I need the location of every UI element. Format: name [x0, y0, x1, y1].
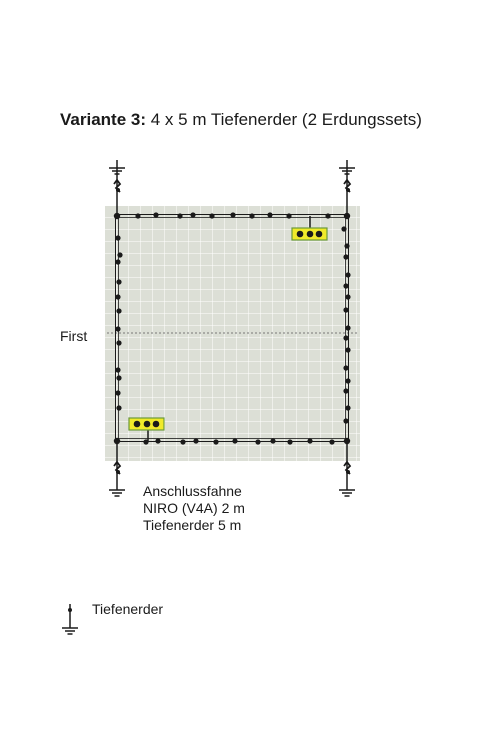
connection-label-line: NIRO (V4A) 2 m [143, 500, 245, 516]
legend-label: Tiefenerder [92, 601, 164, 617]
connection-label [143, 483, 245, 534]
ground-electrode-icon [62, 604, 78, 634]
title-text: 4 x 5 m Tiefenerder (2 Erdungssets) [150, 110, 422, 129]
title-variant: Variante 3: [60, 110, 146, 129]
connection-label-line: Tiefenerder 5 m [143, 517, 242, 533]
connection-label-line: Anschlussfahne [143, 483, 242, 499]
ridge-label: First [60, 328, 88, 344]
